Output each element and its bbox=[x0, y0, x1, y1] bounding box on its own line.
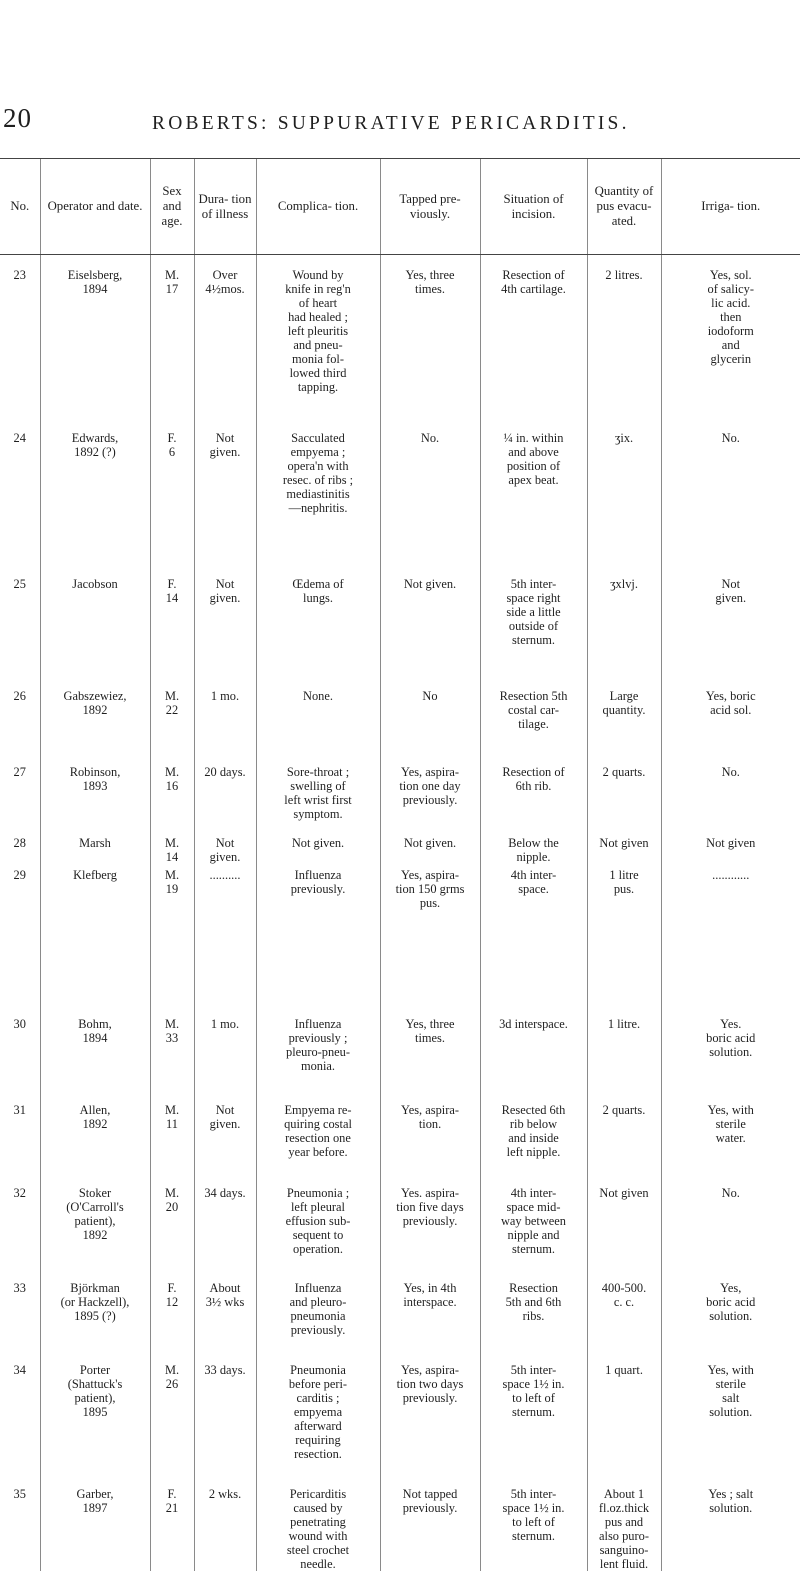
cell-pus-quantity: 1 quart. bbox=[587, 1363, 661, 1487]
table-row bbox=[0, 1487, 800, 1571]
cell-pus-quantity: 2 litres. bbox=[587, 255, 661, 431]
cell-complication: Not given. bbox=[256, 836, 380, 868]
cell-incision-site: 5th inter- space 1½ in. to left of sternum. bbox=[480, 1363, 587, 1487]
cell-irrigation: Yes, with sterile water. bbox=[661, 1103, 800, 1186]
table-row bbox=[0, 1103, 800, 1186]
cell-operator-date: Jacobson bbox=[40, 577, 150, 689]
cell-duration: .......... bbox=[194, 868, 256, 1017]
cell-operator-date: Stoker (O'Carroll's patient), 1892 bbox=[40, 1186, 150, 1281]
column-header-irrigation: Irriga- tion. bbox=[661, 159, 800, 255]
cell-complication: Pneumonia ; left pleural effusion sub- sequent to operation. bbox=[256, 1186, 380, 1281]
table-row bbox=[0, 431, 800, 577]
cell-irrigation: Yes. boric acid solution. bbox=[661, 1017, 800, 1103]
table-row bbox=[0, 1186, 800, 1281]
cell-operator-date: Garber, 1897 bbox=[40, 1487, 150, 1571]
cell-sex-age: M. 22 bbox=[150, 689, 194, 765]
table-row bbox=[0, 1281, 800, 1363]
cell-duration: 33 days. bbox=[194, 1363, 256, 1487]
cell-duration: About 3½ wks bbox=[194, 1281, 256, 1363]
cell-tapped-previously: Not tapped previously. bbox=[380, 1487, 480, 1571]
cell-tapped-previously: Yes, aspira- tion 150 grms pus. bbox=[380, 868, 480, 1017]
cell-operator-date: Gabszewiez, 1892 bbox=[40, 689, 150, 765]
table-row bbox=[0, 689, 800, 765]
cell-sex-age: M. 26 bbox=[150, 1363, 194, 1487]
cell-complication: Œdema of lungs. bbox=[256, 577, 380, 689]
table-row bbox=[0, 1017, 800, 1103]
cell-case-number: 23 bbox=[13, 268, 26, 282]
cases-table bbox=[0, 158, 800, 1571]
cell-pus-quantity: Not given bbox=[587, 836, 661, 868]
cell-incision-site: 5th inter- space 1½ in. to left of sternum. bbox=[480, 1487, 587, 1571]
cell-case-number: 26 bbox=[13, 688, 26, 703]
cell-pus-quantity: 1 litre pus. bbox=[587, 868, 661, 1017]
cell-sex-age: M. 16 bbox=[150, 765, 194, 836]
cell-operator-date: Björkman (or Hackzell), 1895 (?) bbox=[40, 1281, 150, 1363]
cell-complication: Influenza and pleuro- pneumonia previously. bbox=[256, 1281, 380, 1363]
cell-duration: Not given. bbox=[194, 577, 256, 689]
cell-operator-date: Marsh bbox=[40, 836, 150, 868]
cell-duration: Not given. bbox=[194, 431, 256, 577]
cell-operator-date: Edwards, 1892 (?) bbox=[40, 431, 150, 577]
cell-sex-age: M. 14 bbox=[150, 836, 194, 868]
cell-incision-site: Below the nipple. bbox=[480, 836, 587, 868]
cell-tapped-previously: No. bbox=[380, 431, 480, 577]
cell-case-number: 29 bbox=[13, 867, 26, 882]
table-row bbox=[0, 868, 800, 1017]
cell-sex-age: F. 21 bbox=[150, 1487, 194, 1571]
cell-complication: Influenza previously ; pleuro-pneu- monia. bbox=[256, 1017, 380, 1103]
cell-incision-site: Resected 6th rib below and inside left nipple. bbox=[480, 1103, 587, 1186]
cell-complication: Pneumonia before peri- carditis ; empyema afterward requiring resection. bbox=[256, 1363, 380, 1487]
cell-tapped-previously: Yes, three times. bbox=[380, 255, 480, 431]
cell-operator-date: Bohm, 1894 bbox=[40, 1017, 150, 1103]
page-number: 20 bbox=[3, 103, 32, 133]
cell-complication: Empyema re- quiring costal resection one year before. bbox=[256, 1103, 380, 1186]
cell-tapped-previously: Not given. bbox=[380, 577, 480, 689]
cell-incision-site: 4th inter- space. bbox=[480, 868, 587, 1017]
cell-duration: Not given. bbox=[194, 836, 256, 868]
page-header bbox=[0, 103, 800, 143]
cell-sex-age: F. 12 bbox=[150, 1281, 194, 1363]
column-header-duration: Dura- tion of illness bbox=[194, 159, 256, 255]
cell-tapped-previously: No bbox=[380, 689, 480, 765]
cell-irrigation: Yes, with sterile salt solution. bbox=[661, 1363, 800, 1487]
column-header-incision: Situation of incision. bbox=[480, 159, 587, 255]
cell-tapped-previously: Yes, three times. bbox=[380, 1017, 480, 1103]
cell-duration: 1 mo. bbox=[194, 689, 256, 765]
cell-complication: Sacculated empyema ; opera'n with resec. of ribs ; mediastinitis —nephritis. bbox=[256, 431, 380, 577]
cell-incision-site: Resection 5th costal car- tilage. bbox=[480, 689, 587, 765]
cell-duration: 2 wks. bbox=[194, 1487, 256, 1571]
cell-sex-age: M. 20 bbox=[150, 1186, 194, 1281]
column-header-no: No. bbox=[0, 159, 40, 255]
cell-irrigation: No. bbox=[661, 1186, 800, 1281]
cell-irrigation: ............ bbox=[661, 868, 800, 1017]
cell-duration: Not given. bbox=[194, 1103, 256, 1186]
cell-case-number: 35 bbox=[13, 1486, 26, 1501]
cell-irrigation: No. bbox=[661, 431, 800, 577]
cell-case-number: 27 bbox=[13, 764, 26, 779]
column-header-operator: Operator and date. bbox=[40, 159, 150, 255]
cell-irrigation: Yes ; salt solution. bbox=[661, 1487, 800, 1571]
table-row bbox=[0, 577, 800, 689]
cell-pus-quantity: Large quantity. bbox=[587, 689, 661, 765]
cell-case-number: 34 bbox=[13, 1362, 26, 1377]
cell-pus-quantity: 2 quarts. bbox=[587, 1103, 661, 1186]
cell-operator-date: Porter (Shattuck's patient), 1895 bbox=[40, 1363, 150, 1487]
cell-complication: None. bbox=[256, 689, 380, 765]
running-head: ROBERTS: SUPPURATIVE PERICARDITIS. bbox=[152, 113, 630, 134]
table-row bbox=[0, 836, 800, 868]
cell-irrigation: Yes, boric acid solution. bbox=[661, 1281, 800, 1363]
cell-sex-age: M. 17 bbox=[150, 255, 194, 431]
column-header-complication: Complica- tion. bbox=[256, 159, 380, 255]
table-header-row bbox=[0, 159, 800, 255]
cell-sex-age: F. 6 bbox=[150, 431, 194, 577]
cell-complication: Influenza previously. bbox=[256, 868, 380, 1017]
cell-sex-age: M. 11 bbox=[150, 1103, 194, 1186]
cell-incision-site: Resection of 4th cartilage. bbox=[480, 255, 587, 431]
cell-tapped-previously: Yes, aspira- tion. bbox=[380, 1103, 480, 1186]
cell-pus-quantity: ʒix. bbox=[587, 431, 661, 577]
cell-case-number: 24 bbox=[13, 430, 26, 445]
cell-incision-site: 5th inter- space right side a little outside of sternum. bbox=[480, 577, 587, 689]
cell-incision-site: Resection of 6th rib. bbox=[480, 765, 587, 836]
cell-incision-site: Resection 5th and 6th ribs. bbox=[480, 1281, 587, 1363]
cell-pus-quantity: About 1 fl.oz.thick pus and also puro- sanguino- lent fluid. bbox=[587, 1487, 661, 1571]
cell-operator-date: Allen, 1892 bbox=[40, 1103, 150, 1186]
cell-tapped-previously: Yes, aspira- tion one day previously. bbox=[380, 765, 480, 836]
cell-operator-date: Eiselsberg, 1894 bbox=[40, 255, 150, 431]
column-header-tapped: Tapped pre- viously. bbox=[380, 159, 480, 255]
cell-incision-site: 3d interspace. bbox=[480, 1017, 587, 1103]
table-row bbox=[0, 765, 800, 836]
cell-pus-quantity: 400-500. c. c. bbox=[587, 1281, 661, 1363]
cell-irrigation: Yes, sol. of salicy- lic acid. then iodoform and glycerin bbox=[661, 255, 800, 431]
cell-pus-quantity: 2 quarts. bbox=[587, 765, 661, 836]
table-row bbox=[0, 255, 800, 431]
cell-sex-age: M. 33 bbox=[150, 1017, 194, 1103]
column-header-quantity: Quantity of pus evacu- ated. bbox=[587, 159, 661, 255]
table-body bbox=[0, 255, 800, 1571]
cell-tapped-previously: Yes. aspira- tion five days previously. bbox=[380, 1186, 480, 1281]
column-header-sex-age: Sex and age. bbox=[150, 159, 194, 255]
cell-case-number: 33 bbox=[13, 1280, 26, 1295]
cell-pus-quantity: 1 litre. bbox=[587, 1017, 661, 1103]
cell-operator-date: Robinson, 1893 bbox=[40, 765, 150, 836]
table-row bbox=[0, 1363, 800, 1487]
cell-duration: 20 days. bbox=[194, 765, 256, 836]
cell-case-number: 30 bbox=[13, 1016, 26, 1031]
cell-duration: 34 days. bbox=[194, 1186, 256, 1281]
cell-tapped-previously: Yes, aspira- tion two days previously. bbox=[380, 1363, 480, 1487]
cell-irrigation: Yes, boric acid sol. bbox=[661, 689, 800, 765]
cell-irrigation: No. bbox=[661, 765, 800, 836]
cell-pus-quantity: ʒxlvj. bbox=[587, 577, 661, 689]
cell-case-number: 25 bbox=[13, 576, 26, 591]
cell-operator-date: Klefberg bbox=[40, 868, 150, 1017]
cell-sex-age: F. 14 bbox=[150, 577, 194, 689]
cell-complication: Sore-throat ; swelling of left wrist first symptom. bbox=[256, 765, 380, 836]
cell-incision-site: 4th inter- space mid- way between nipple and sternum. bbox=[480, 1186, 587, 1281]
cell-case-number: 32 bbox=[13, 1185, 26, 1200]
cell-irrigation: Not given. bbox=[661, 577, 800, 689]
cell-complication: Pericarditis caused by penetrating wound with steel crochet needle. bbox=[256, 1487, 380, 1571]
cell-case-number: 31 bbox=[13, 1102, 26, 1117]
cell-irrigation: Not given bbox=[661, 836, 800, 868]
cell-sex-age: M. 19 bbox=[150, 868, 194, 1017]
cell-duration: Over 4½mos. bbox=[194, 255, 256, 431]
cell-tapped-previously: Not given. bbox=[380, 836, 480, 868]
cell-case-number: 28 bbox=[13, 835, 26, 850]
cell-pus-quantity: Not given bbox=[587, 1186, 661, 1281]
cell-incision-site: ¼ in. within and above position of apex beat. bbox=[480, 431, 587, 577]
cell-duration: 1 mo. bbox=[194, 1017, 256, 1103]
cell-complication: Wound by knife in reg'n of heart had healed ; left pleuritis and pneu- monia fol- lowed third tapping. bbox=[256, 255, 380, 431]
cell-tapped-previously: Yes, in 4th interspace. bbox=[380, 1281, 480, 1363]
